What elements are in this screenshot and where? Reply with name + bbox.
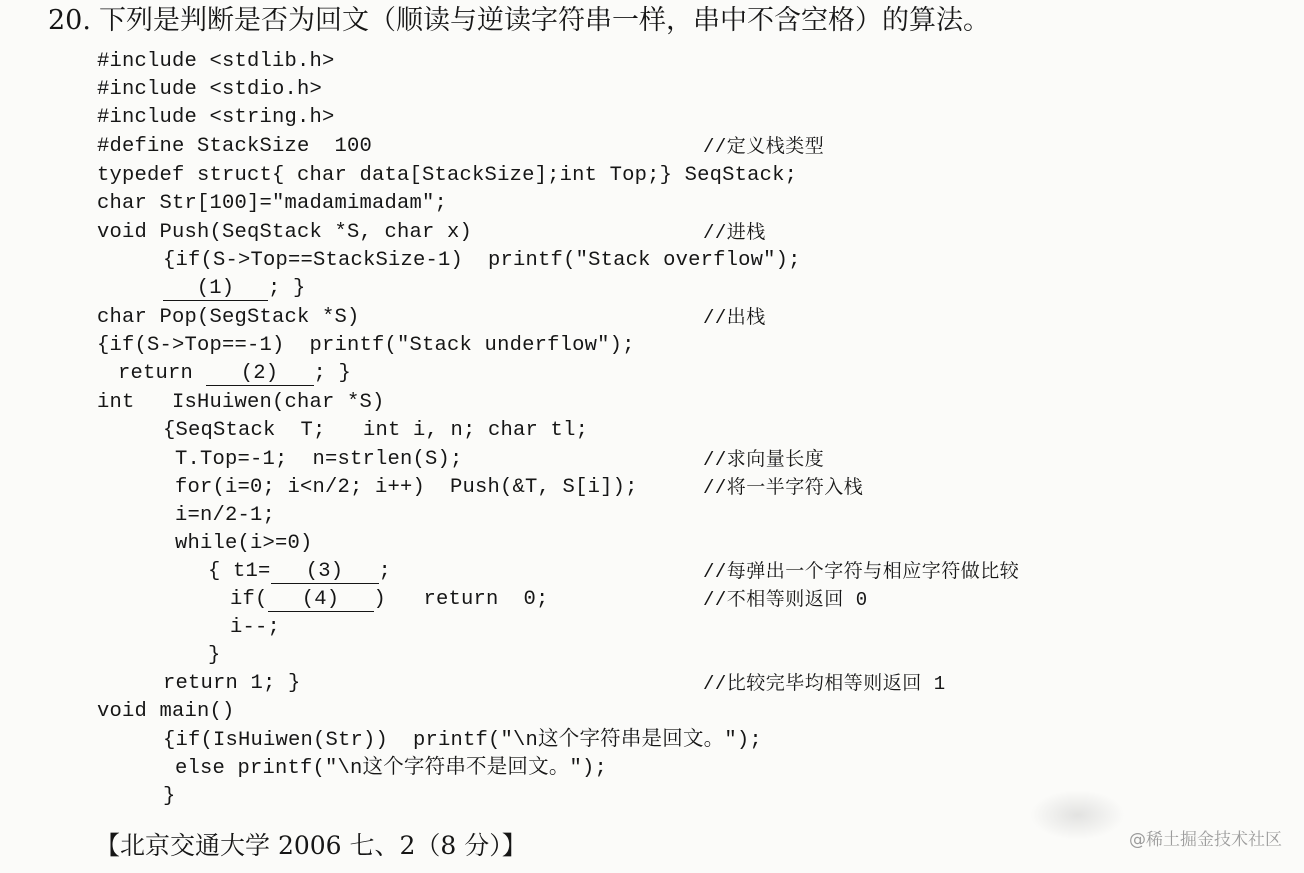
code-line: {if(S->Top==-1) printf("Stack underflow"); (97, 334, 635, 357)
code-line: char Pop(SegStack *S) (97, 306, 360, 329)
scan-artifact (1030, 790, 1125, 840)
question-text: 下列是判断是否为回文（顺读与逆读字符串一样，串中不含空格）的算法。 (98, 5, 990, 36)
question-number: 20. (48, 5, 91, 36)
code-line: {SeqStack T; int i, n; char tl; (163, 419, 589, 442)
code-line: {if(S->Top==StackSize-1) printf("Stack overflow"); (163, 249, 801, 272)
code-line: int IsHuiwen(char *S) (97, 391, 385, 414)
fill-in-blank[interactable]: (4) (268, 589, 374, 612)
code-line: i--; (230, 616, 281, 639)
code-line: typedef struct{ char data[StackSize];int Top;} SeqStack; (97, 164, 798, 187)
code-line: i=n/2-1; (175, 504, 276, 527)
fill-in-blank[interactable]: (2) (206, 363, 314, 386)
code-line: else printf("\n这个字符串不是回文。"); (175, 757, 608, 780)
code-comment: //比较完毕均相等则返回 1 (703, 673, 946, 695)
code-line: #define StackSize 100 (97, 135, 373, 158)
code-line: #include <string.h> (97, 106, 335, 129)
source-citation: 【北京交通大学 2006 七、2（8 分）】 (95, 831, 527, 860)
code-line: #include <stdio.h> (97, 78, 323, 101)
question-title (48, 2, 990, 40)
fill-in-blank[interactable]: (3) (271, 561, 379, 584)
watermark: @稀土掘金技术社区 (1129, 830, 1282, 850)
code-comment: //求向量长度 (703, 449, 825, 471)
code-line: char Str[100]="madamimadam"; (97, 192, 448, 215)
code-line-blank-3: { t1= (3) ; (208, 560, 392, 583)
code-comment: //不相等则返回 0 (703, 589, 868, 611)
code-line-blank-2: return (2) ; } (118, 362, 352, 385)
code-line: for(i=0; i<n/2; i++) Push(&T, S[i]); (175, 476, 638, 499)
code-line: #include <stdlib.h> (97, 50, 335, 73)
code-line-blank-1: (1) ; } (163, 275, 306, 303)
fill-in-blank[interactable]: (1) (163, 278, 268, 301)
code-line: return 1; } (163, 672, 301, 695)
code-line: {if(IsHuiwen(Str)) printf("\n这个字符串是回文。"); (163, 729, 762, 752)
code-line: void main() (97, 700, 235, 723)
code-line: void Push(SeqStack *S, char x) (97, 221, 473, 244)
code-comment: //将一半字符入栈 (703, 477, 864, 499)
code-comment: //出栈 (703, 307, 766, 329)
code-line: } (163, 785, 176, 808)
code-line: } (208, 644, 221, 667)
code-line-blank-4: if( (4) ) return 0; (230, 588, 549, 611)
code-line: while(i>=0) (175, 532, 313, 555)
code-comment: //定义栈类型 (703, 136, 825, 158)
code-comment: //进栈 (703, 222, 766, 244)
code-comment: //每弹出一个字符与相应字符做比较 (703, 561, 1020, 583)
code-line: T.Top=-1; n=strlen(S); (175, 448, 463, 471)
